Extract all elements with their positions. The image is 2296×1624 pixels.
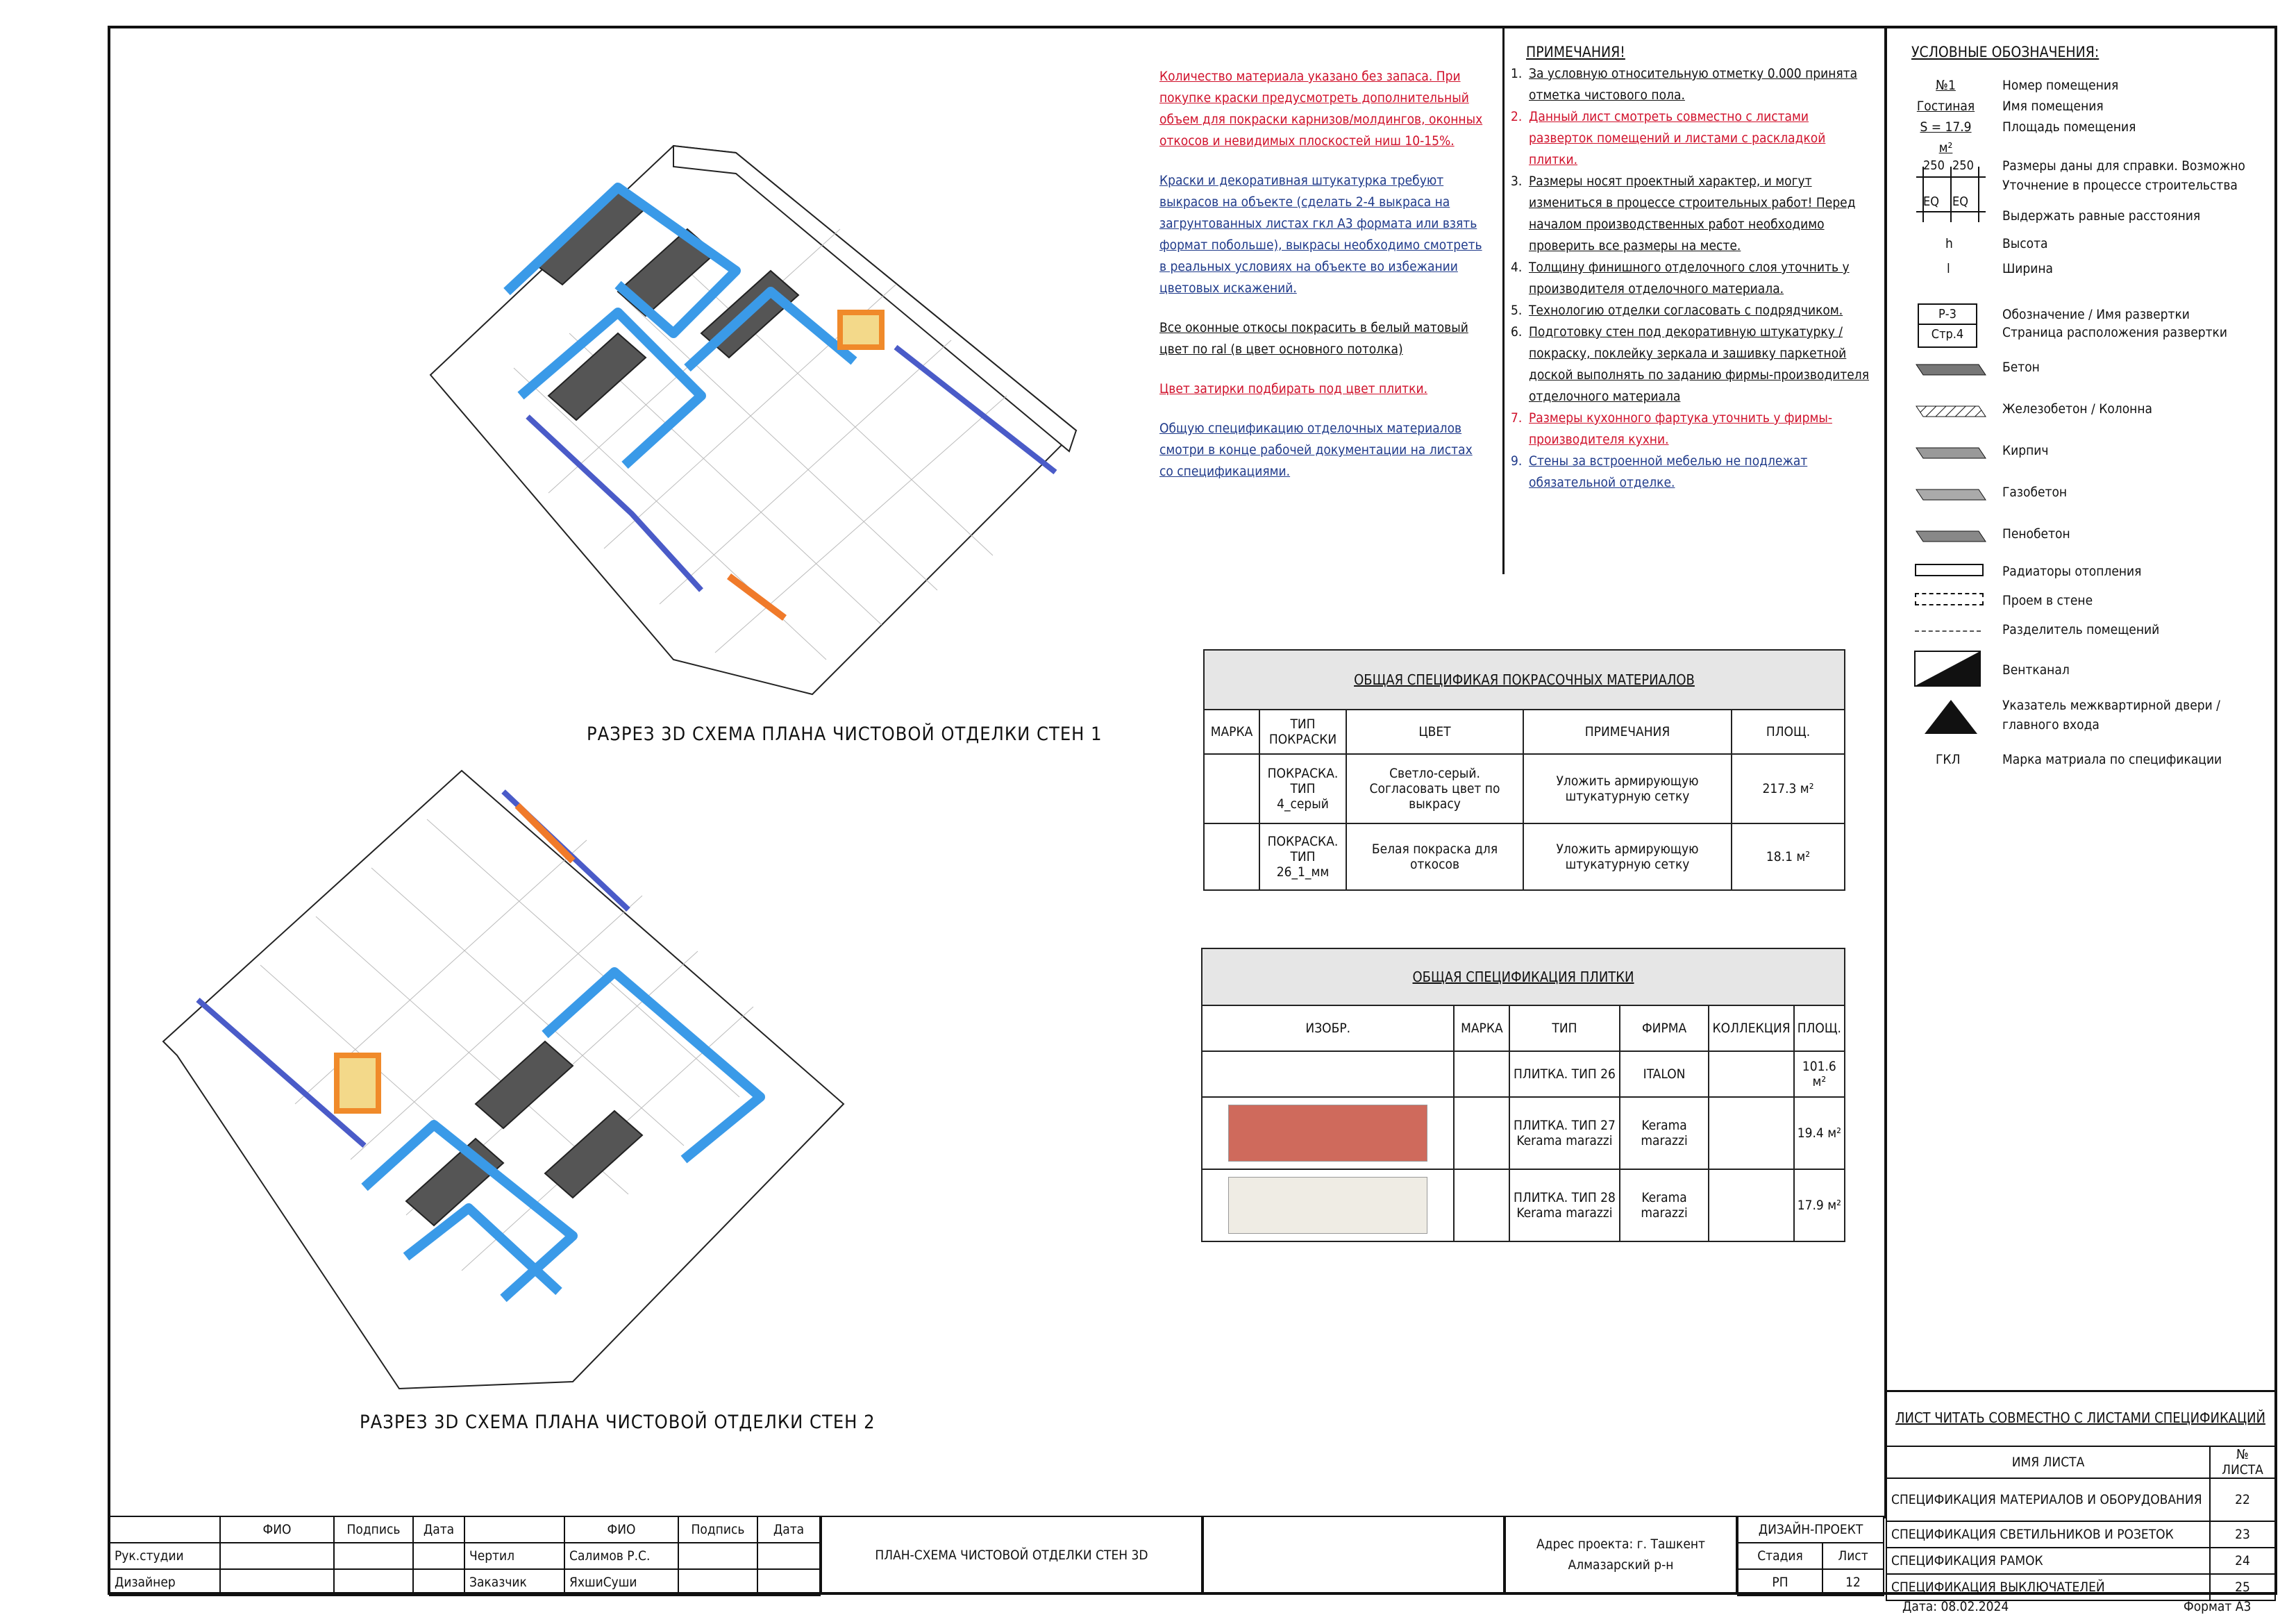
- legend-divider: [1884, 26, 1887, 1518]
- remarks-list: [1511, 63, 1872, 494]
- legend-divider: Разделитель помещений: [2002, 622, 2160, 637]
- tb-sign-1: Подпись: [334, 1516, 413, 1543]
- tile-spec-h-type: ТИП: [1509, 1005, 1619, 1051]
- remark-num: 3.: [1511, 174, 1523, 189]
- general-note: Цвет затирки подбирать под цвет плитки.: [1159, 381, 1427, 396]
- legend-room-num: №1: [1936, 78, 1956, 93]
- tb-project: ДИЗАЙН-ПРОЕКТ: [1738, 1516, 1884, 1543]
- tb-zakazchik-name: ЯхшиСуши: [564, 1569, 678, 1596]
- legend-door-2: главного входа: [2002, 717, 2100, 733]
- table-row: [1202, 1097, 1845, 1169]
- legend-razv-page: Стр.4: [1931, 327, 1964, 342]
- tb-chertil-name: Салимов Р.С.: [564, 1543, 678, 1569]
- tb-chertil: Чертил: [464, 1543, 564, 1569]
- legend-room-name: Гостиная: [1916, 99, 1975, 114]
- tb-list-h: Лист: [1822, 1543, 1884, 1569]
- tb-fio-1: ФИО: [220, 1516, 334, 1543]
- legend-room-sample: [1913, 75, 1979, 158]
- legend-opening: Проем в стене: [2002, 593, 2093, 608]
- tile-spec-h-area: ПЛОЩ.: [1794, 1005, 1845, 1051]
- paint-note: Уложить армирующую штукатурную сетку: [1523, 823, 1732, 890]
- paint-spec-h-area: ПЛОЩ.: [1732, 710, 1845, 754]
- sheets-h-num: № ЛИСТА: [2210, 1446, 2275, 1478]
- tile-swatch-cell: [1202, 1169, 1454, 1241]
- sheet-num: 24: [2210, 1548, 2275, 1574]
- legend-dim-desc-1: Размеры даны для справки. Возможно: [2002, 158, 2245, 174]
- legend-h-sym: h: [1945, 236, 1953, 251]
- tile-spec-h-coll: КОЛЛЕКЦИЯ: [1709, 1005, 1793, 1051]
- sheets-title: ЛИСТ ЧИТАТЬ СОВМЕСТНО С ЛИСТАМИ СПЕЦИФИКАЦИЙ: [1895, 1409, 2265, 1426]
- legend-opening-icon: [1915, 593, 1984, 605]
- legend-vent-icon: [1913, 650, 1983, 688]
- legend-vent: Вентканал: [2002, 662, 2070, 678]
- footer-format: Формат А3: [2184, 1599, 2252, 1614]
- remark-item: [1511, 321, 1872, 408]
- sheet-name: СПЕЦИФИКАЦИЯ МАТЕРИАЛОВ И ОБОРУДОВАНИЯ: [1886, 1478, 2210, 1521]
- legend-title: УСЛОВНЫЕ ОБОЗНАЧЕНИЯ:: [1911, 44, 2100, 60]
- legend-mat-aerated: Газобетон: [2002, 485, 2068, 500]
- remark-num: 6.: [1511, 324, 1523, 340]
- remark-text: За условную относительную отметку 0.000 принята отметка чистового пола.: [1529, 66, 1858, 103]
- table-row: [1204, 823, 1845, 890]
- caption-view-1: РАЗРЕЗ 3D СХЕМА ПЛАНА ЧИСТОВОЙ ОТДЕЛКИ СТЕН 1: [587, 723, 1103, 745]
- legend-radiators: Радиаторы отопления: [2002, 564, 2142, 579]
- legend-room-desc-1: Номер помещения: [2002, 78, 2119, 93]
- legend-mat-brick: Кирпич: [2002, 443, 2049, 458]
- tile-area: 17.9 м²: [1794, 1169, 1845, 1241]
- table-row: [1886, 1574, 2275, 1600]
- legend-dim-desc-2: Уточнение в процессе строительства: [2002, 178, 2238, 193]
- paint-mark: [1204, 823, 1259, 890]
- tb-designer: Дизайнер: [110, 1569, 220, 1596]
- tile-area: 19.4 м²: [1794, 1097, 1845, 1169]
- tile-spec-h-mark: МАРКА: [1454, 1005, 1509, 1051]
- legend-eq-desc: Выдержать равные расстояния: [2002, 208, 2201, 224]
- legend-room-desc-2: Имя помещения: [2002, 99, 2104, 114]
- tile-coll: [1709, 1097, 1793, 1169]
- paint-type: ПОКРАСКА. ТИП 4_серый: [1259, 754, 1346, 823]
- remark-item: [1511, 300, 1872, 321]
- tile-firm: ITALON: [1620, 1051, 1709, 1097]
- titleblock-left: [109, 1516, 821, 1596]
- legend-l-desc: Ширина: [2002, 261, 2054, 276]
- general-note: Краски и декоративная штукатурка требуют выкрасов на объекте (сделать 2-4 выкраса на загрунтованных листах гкл А3 формата или взять формат побольше), выкрасы необходимо смотреть в реальных условиях на объекте во избежании цветовых искажений.: [1159, 173, 1482, 296]
- sheet-name: СПЕЦИФИКАЦИЯ СВЕТИЛЬНИКОВ И РОЗЕТОК: [1886, 1521, 2210, 1548]
- tile-mark: [1454, 1051, 1509, 1097]
- tb-stage: РП: [1738, 1569, 1822, 1596]
- remark-num: 5.: [1511, 303, 1523, 318]
- legend-razv-desc-1: Обозначение / Имя развертки: [2002, 307, 2190, 322]
- remark-item: [1511, 257, 1872, 300]
- sheet-num: 23: [2210, 1521, 2275, 1548]
- remarks-title: ПРИМЕЧАНИЯ!: [1526, 44, 1625, 60]
- legend-mat-rc: Железобетон / Колонна: [2002, 401, 2153, 417]
- legend-room-desc: [2002, 75, 2136, 137]
- paint-mark: [1204, 754, 1259, 823]
- tile-type: ПЛИТКА. ТИП 27 Kerama marazzi: [1509, 1097, 1619, 1169]
- sheets-top-line: [1884, 1390, 2277, 1392]
- paint-spec-table: [1203, 649, 1845, 891]
- tile-area: 101.6 м²: [1794, 1051, 1845, 1097]
- tb-address-cell: [1505, 1516, 1737, 1595]
- legend-eq-b: EQ: [1952, 194, 1968, 209]
- legend-door-1: Указатель межквартирной двери /: [2002, 698, 2220, 713]
- remark-item: [1511, 106, 1872, 171]
- tb-address-2: Алмазарский р-н: [1568, 1557, 1674, 1573]
- paint-spec-h-color: ЦВЕТ: [1346, 710, 1523, 754]
- legend-razv-box: [1918, 303, 1977, 348]
- table-row: [1886, 1548, 2275, 1574]
- remark-text: Технологию отделки согласовать с подрядчиком.: [1529, 303, 1843, 318]
- remark-num: 4.: [1511, 260, 1523, 275]
- legend-dim-a: 250: [1923, 158, 1945, 173]
- paint-spec-h-type: ТИП ПОКРАСКИ: [1259, 710, 1346, 754]
- remark-text: Данный лист смотреть совместно с листами разверток помещений и листами с раскладкой плитки.: [1529, 109, 1826, 167]
- tile-swatch-cell: [1202, 1097, 1454, 1169]
- paint-note: Уложить армирующую штукатурную сетку: [1523, 754, 1732, 823]
- paint-area: 217.3 м²: [1732, 754, 1845, 823]
- sheet-name: СПЕЦИФИКАЦИЯ РАМОК: [1886, 1548, 2210, 1574]
- remark-text: Размеры кухонного фартука уточнить у фирмы-производителя кухни.: [1529, 410, 1833, 447]
- tb-empty-cell: [1203, 1516, 1505, 1595]
- legend-mat-concrete: Бетон: [2002, 360, 2040, 375]
- tile-firm: Kerama marazzi: [1620, 1169, 1709, 1241]
- tile-type: ПЛИТКА. ТИП 28 Kerama marazzi: [1509, 1169, 1619, 1241]
- sheet-num: 25: [2210, 1574, 2275, 1600]
- general-note: Общую спецификацию отделочных материалов смотри в конце рабочей документации на листах со спецификациями.: [1159, 421, 1473, 479]
- legend-divider-icon: [1915, 630, 1981, 632]
- table-row: [1204, 754, 1845, 823]
- tile-spec-h-img: ИЗОБР.: [1202, 1005, 1454, 1051]
- legend-eq-a: EQ: [1923, 194, 1939, 209]
- tb-fio-2: ФИО: [564, 1516, 678, 1543]
- paint-spec-h-mark: МАРКА: [1204, 710, 1259, 754]
- tile-mark: [1454, 1097, 1509, 1169]
- table-row: [1202, 1051, 1845, 1097]
- legend-hatches: [1913, 351, 1989, 555]
- paint-color: Светло-серый. Согласовать цвет по выкрасу: [1346, 754, 1523, 823]
- remarks-block: [1511, 42, 1872, 494]
- iso-plan-2: [156, 757, 857, 1403]
- remark-item: [1511, 63, 1872, 106]
- tb-date-1: Дата: [413, 1516, 464, 1543]
- legend-gkl-sym: ГКЛ: [1936, 752, 1961, 767]
- table-row: [1202, 1169, 1845, 1241]
- remark-text: Стены за встроенной мебелью не подлежат обязательной отделке.: [1529, 453, 1808, 490]
- remark-num: 2.: [1511, 109, 1523, 124]
- remark-item: [1511, 451, 1872, 494]
- paint-color: Белая покраска для откосов: [1346, 823, 1523, 890]
- remark-num: 7.: [1511, 410, 1523, 426]
- table-row: [1886, 1521, 2275, 1548]
- tile-firm: Kerama marazzi: [1620, 1097, 1709, 1169]
- remark-text: Толщину финишного отделочного слоя уточнить у производителя отделочного материала.: [1529, 260, 1850, 296]
- remarks-divider: [1502, 26, 1505, 574]
- paint-type: ПОКРАСКА. ТИП 26_1_мм: [1259, 823, 1346, 890]
- table-row: [1886, 1478, 2275, 1521]
- legend-l-sym: l: [1947, 261, 1950, 276]
- sheets-h-name: ИМЯ ЛИСТА: [1886, 1446, 2210, 1478]
- iso-plan-1: [410, 104, 1111, 715]
- caption-view-2: РАЗРЕЗ 3D СХЕМА ПЛАНА ЧИСТОВОЙ ОТДЕЛКИ СТЕН 2: [360, 1412, 875, 1433]
- remark-text: Подготовку стен под декоративную штукатурку / покраску, поклейку зеркала и зашивку паркетной доской выполнять по заданию фирмы-производителя отделочного материала: [1529, 324, 1870, 404]
- sheet-num: 22: [2210, 1478, 2275, 1521]
- footer-date: Дата: 08.02.2024: [1902, 1599, 2009, 1614]
- legend-razv-code: Р-3: [1919, 305, 1976, 325]
- tb-date-2: Дата: [757, 1516, 820, 1543]
- tb-stage-h: Стадия: [1738, 1543, 1822, 1569]
- tb-list: 12: [1822, 1569, 1884, 1596]
- sheets-table: [1886, 1446, 2276, 1601]
- legend-radiator-icon: [1915, 564, 1984, 576]
- tile-mark: [1454, 1169, 1509, 1241]
- tb-stage-table: [1737, 1516, 1884, 1596]
- remark-item: [1511, 171, 1872, 257]
- legend-mat-foam: Пенобетон: [2002, 526, 2070, 542]
- tb-zakazchik: Заказчик: [464, 1569, 564, 1596]
- legend-gkl-desc: Марка матриала по спецификации: [2002, 752, 2222, 767]
- tile-spec-table: [1201, 948, 1845, 1242]
- tb-address-1: Адрес проекта: г. Ташкент: [1536, 1537, 1706, 1552]
- general-note: Все оконные откосы покрасить в белый матовый цвет по ral (в цвет основного потолка): [1159, 320, 1468, 357]
- tile-spec-h-firm: ФИРМА: [1620, 1005, 1709, 1051]
- legend-h-desc: Высота: [2002, 236, 2048, 251]
- tile-coll: [1709, 1169, 1793, 1241]
- tb-ruk: Рук.студии: [110, 1543, 220, 1569]
- tile-coll: [1709, 1051, 1793, 1097]
- general-note: Количество материала указано без запаса. При покупке краски предусмотреть дополнительный объем для покраски карнизов/молдингов, оконных откосов и невидимых плоскостей ниш 10-15%.: [1159, 69, 1483, 149]
- remark-num: 1.: [1511, 66, 1523, 81]
- tb-title-cell: [821, 1516, 1203, 1595]
- remark-item: [1511, 408, 1872, 451]
- remark-num: 9.: [1511, 453, 1523, 469]
- remark-text: Размеры носят проектный характер, и могут измениться в процессе строительных работ! Перед началом производственных работ необходимо проверить все размеры на месте.: [1529, 174, 1856, 253]
- tb-sign-2: Подпись: [678, 1516, 757, 1543]
- tile-swatch-empty: [1202, 1051, 1454, 1097]
- tb-sheet-title: ПЛАН-СХЕМА ЧИСТОВОЙ ОТДЕЛКИ СТЕН 3D: [875, 1548, 1148, 1563]
- legend-room-area: S = 17.9 м²: [1920, 119, 1972, 156]
- tile-spec-title: ОБЩАЯ СПЕЦИФИКАЦИЯ ПЛИТКИ: [1202, 948, 1845, 1005]
- legend-room-desc-3: Площадь помещения: [2002, 119, 2136, 135]
- sheet-name: СПЕЦИФИКАЦИЯ ВЫКЛЮЧАТЕЛЕЙ: [1886, 1574, 2210, 1600]
- legend-door-icon: [1923, 698, 1979, 736]
- legend-razv-desc-2: Страница расположения развертки: [2002, 325, 2227, 340]
- paint-spec-title: ОБЩАЯ СПЕЦИФИКАЯ ПОКРАСОЧНЫХ МАТЕРИАЛОВ: [1204, 650, 1845, 710]
- legend-dim-b: 250: [1952, 158, 1974, 173]
- paint-spec-h-note: ПРИМЕЧАНИЯ: [1523, 710, 1732, 754]
- tile-swatch: [1228, 1105, 1427, 1162]
- general-notes: [1159, 66, 1486, 501]
- tile-type: ПЛИТКА. ТИП 26: [1509, 1051, 1619, 1097]
- paint-area: 18.1 м²: [1732, 823, 1845, 890]
- tile-swatch: [1228, 1177, 1427, 1234]
